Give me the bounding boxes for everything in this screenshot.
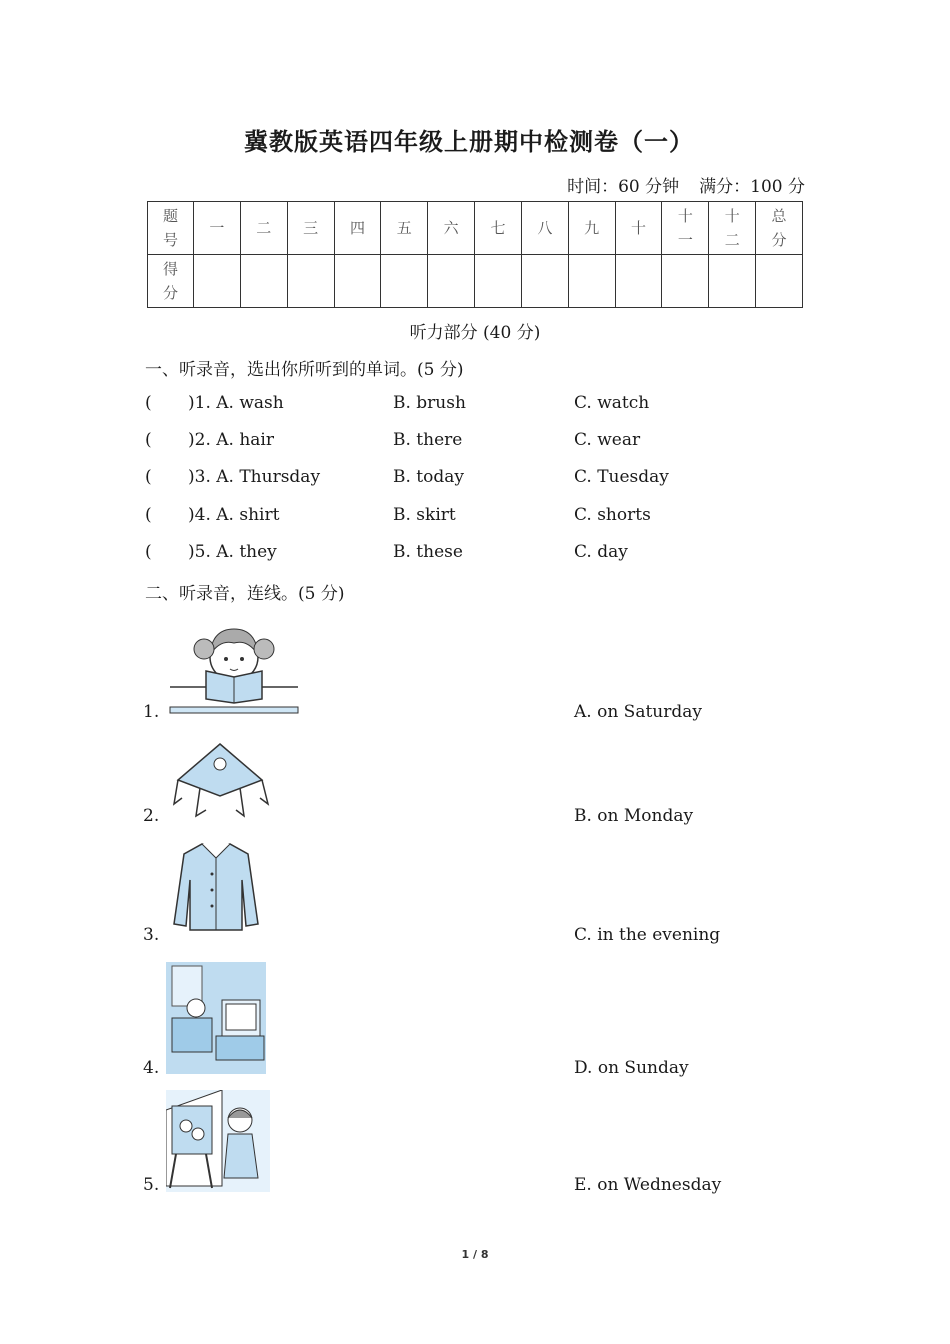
score-col: 八 xyxy=(521,202,568,255)
score-col: 二 xyxy=(240,202,287,255)
score-col: 十 一 xyxy=(662,202,709,255)
section2-heading: 二、听录音，连线。(5 分) xyxy=(145,584,345,604)
question-option-c: C. Tuesday xyxy=(574,467,669,487)
page-title: 冀教版英语四年级上册期中检测卷（一） xyxy=(244,128,694,156)
score-col: 三 xyxy=(287,202,334,255)
match-option[interactable]: D. on Sunday xyxy=(574,1058,689,1078)
exam-time: 时间：60 分钟 xyxy=(567,177,680,197)
score-col: 九 xyxy=(568,202,615,255)
question-option-a: )4. A. shirt xyxy=(188,505,280,525)
question-option-b: B. these xyxy=(393,542,463,562)
score-cell[interactable] xyxy=(240,255,287,308)
question-option-a: )5. A. they xyxy=(188,542,277,562)
score-col: 七 xyxy=(475,202,522,255)
score-cell[interactable] xyxy=(615,255,662,308)
question-option-c: C. wear xyxy=(574,430,641,450)
page-number: 1 / 8 xyxy=(461,1248,489,1261)
score-col: 四 xyxy=(334,202,381,255)
answer-paren[interactable]: ( xyxy=(145,467,152,487)
score-table-header-row xyxy=(148,202,803,255)
question-option-c: C. watch xyxy=(574,393,650,413)
shirt-icon xyxy=(168,840,264,934)
girl-painting-icon xyxy=(166,1090,270,1192)
score-cell[interactable] xyxy=(756,255,803,308)
exam-full-score: 满分：100 分 xyxy=(699,177,805,197)
match-option[interactable]: A. on Saturday xyxy=(574,702,702,722)
question-option-c: C. shorts xyxy=(574,505,651,525)
question-option-c: C. day xyxy=(574,542,628,562)
match-item-number: 4. xyxy=(143,1058,160,1078)
score-cell[interactable] xyxy=(521,255,568,308)
match-item-number: 2. xyxy=(143,806,160,826)
question-option-a: )3. A. Thursday xyxy=(188,467,321,487)
score-cell[interactable] xyxy=(381,255,428,308)
question-option-b: B. today xyxy=(393,467,464,487)
section1-heading: 一、听录音，选出你所听到的单词。(5 分) xyxy=(145,360,464,380)
score-cell[interactable] xyxy=(568,255,615,308)
question-option-a: )2. A. hair xyxy=(188,430,274,450)
score-cell[interactable] xyxy=(287,255,334,308)
match-item-number: 3. xyxy=(143,925,160,945)
score-cell[interactable] xyxy=(194,255,241,308)
score-cell[interactable] xyxy=(709,255,756,308)
score-col: 十 二 xyxy=(709,202,756,255)
boy-watching-tv-icon xyxy=(166,962,266,1074)
question-option-b: B. skirt xyxy=(393,505,456,525)
match-option[interactable]: B. on Monday xyxy=(574,806,694,826)
score-col: 五 xyxy=(381,202,428,255)
question-option-b: B. there xyxy=(393,430,463,450)
match-item-number: 5. xyxy=(143,1175,160,1195)
score-table xyxy=(147,201,803,308)
score-cell[interactable] xyxy=(475,255,522,308)
question-option-b: B. brush xyxy=(393,393,466,413)
answer-paren[interactable]: ( xyxy=(145,542,152,562)
girl-reading-icon xyxy=(166,615,300,717)
match-item-number: 1. xyxy=(143,702,160,722)
match-option[interactable]: E. on Wednesday xyxy=(574,1175,722,1195)
score-table-row-label: 题 号 xyxy=(148,202,194,255)
score-col: 一 xyxy=(194,202,241,255)
match-option[interactable]: C. in the evening xyxy=(574,925,721,945)
score-table-score-row xyxy=(148,255,803,308)
score-cell[interactable] xyxy=(662,255,709,308)
exam-meta xyxy=(567,172,805,197)
score-col: 十 xyxy=(615,202,662,255)
score-cell[interactable] xyxy=(334,255,381,308)
score-cell[interactable] xyxy=(428,255,475,308)
score-col: 六 xyxy=(428,202,475,255)
answer-paren[interactable]: ( xyxy=(145,430,152,450)
listening-header: 听力部分 (40 分) xyxy=(409,323,541,343)
score-col-total: 总 分 xyxy=(756,202,803,255)
score-table-row-label: 得 分 xyxy=(148,255,194,308)
answer-paren[interactable]: ( xyxy=(145,505,152,525)
question-option-a: )1. A. wash xyxy=(188,393,284,413)
answer-paren[interactable]: ( xyxy=(145,393,152,413)
kite-icon xyxy=(170,740,274,820)
